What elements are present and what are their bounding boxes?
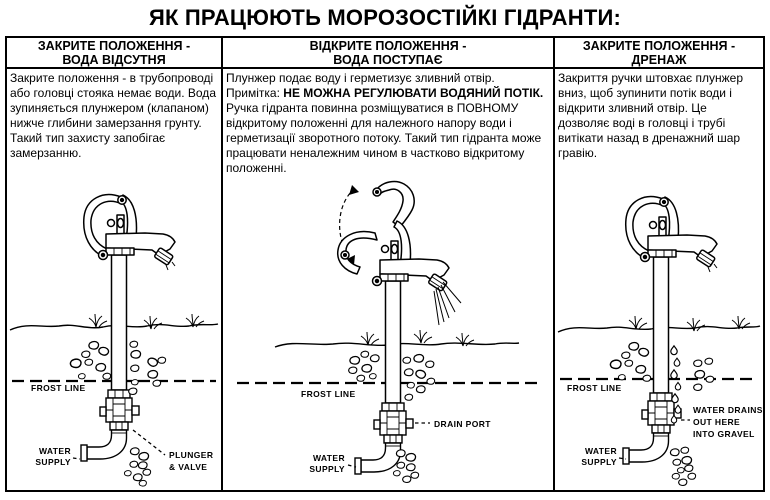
panel-3-body xyxy=(553,69,763,490)
hydrant-diagram-closed-drain xyxy=(555,160,763,490)
frost-line-label: FROST LINE xyxy=(31,383,86,393)
supply-elbow xyxy=(355,443,401,474)
hydrant-diagram-open-flowing xyxy=(223,170,553,490)
drains-label-line2: OUT HERE xyxy=(693,417,741,427)
drain-port-label: DRAIN PORT xyxy=(434,419,491,429)
arrowhead-up xyxy=(349,185,359,195)
hydrant-table xyxy=(5,36,765,492)
standpipe xyxy=(654,257,669,393)
standpipe xyxy=(112,255,127,390)
grass-tuft xyxy=(144,316,162,329)
panel-1-description: Закрите положення - в трубопроводі або головці стояка немає води. Вода зупиняється плунжером (клапаном) нижче глибини замерзання грунту. Такий тип захисту запобігає замерзанню. xyxy=(10,71,216,160)
standpipe xyxy=(386,281,401,403)
water-supply-leader xyxy=(73,458,80,459)
panel-2-text-bold-note: НЕ МОЖНА РЕГУЛЮВАТИ ВОДЯНИЙ ПОТІК. xyxy=(283,86,544,100)
panel-2-text-part1: Плунжер подає воду і герметизує зливний отвір. Примітка: xyxy=(226,71,495,100)
hydrant-head-open xyxy=(338,182,449,292)
plunger-valve-label-line1: PLUNGER xyxy=(169,450,214,460)
frost-line-label: FROST LINE xyxy=(301,389,356,399)
panel-2-description xyxy=(223,69,553,176)
drains-label-line1: WATER DRAINS xyxy=(693,405,763,415)
panel-2-header xyxy=(221,38,553,69)
panel-3-description: Закриття ручки штовхає плунжер вниз, щоб зупинити потік води і відкрити зливний отвір. Це дозволяє воді в головці і трубі витікати назад в дренажний шар гравію. xyxy=(558,71,743,160)
supply-elbow xyxy=(81,430,127,461)
grass-tuft xyxy=(629,316,647,329)
hydrant-drawing xyxy=(338,182,449,474)
plunger-valve-label-line2: & VALVE xyxy=(169,462,208,472)
panel-3-header-line1: ЗАКРИТЕ ПОЛОЖЕННЯ - xyxy=(582,38,736,53)
frost-line-label: FROST LINE xyxy=(567,383,622,393)
panel-2-body xyxy=(221,69,553,490)
grass-tuft xyxy=(414,330,432,343)
panel-2-text-part2: Ручка гідранта повинна розміщуватися в ПОВНОМУ відкритому положенні для належного напору води і герметизації зворотного потоку. Такий тип гідранта може працювати неналежним чином в частково відкритому положенні. xyxy=(226,101,542,175)
grass-tuft xyxy=(361,332,379,345)
water-supply-label-line1: WATER xyxy=(584,446,617,456)
water-supply-label-line2: SUPPLY xyxy=(35,457,71,467)
water-supply-label-line1: WATER xyxy=(312,453,345,463)
panel-1-header-line1: ЗАКРИТЕ ПОЛОЖЕННЯ - xyxy=(37,38,191,53)
panel-1-body xyxy=(7,69,221,490)
water-supply-label-line1: WATER xyxy=(38,446,71,456)
panel-1-header xyxy=(7,38,221,69)
hydrant-diagram-closed-no-water xyxy=(7,160,221,490)
hydrant-head-closed xyxy=(84,195,175,270)
supply-elbow xyxy=(623,433,669,464)
panel-1-header-line2: ВОДА ВІДСУТНЯ xyxy=(62,52,166,67)
water-supply-label-line2: SUPPLY xyxy=(581,457,617,467)
panel-2-header-line2: ВОДА ПОСТУПАЄ xyxy=(333,52,443,67)
plunger-valve xyxy=(374,403,413,443)
page-title: ЯК ПРАЦЮЮТЬ МОРОЗОСТІЙКІ ГІДРАНТИ: xyxy=(148,5,622,30)
panel-2-header-line1: ВІДКРИТЕ ПОЛОЖЕННЯ - xyxy=(309,38,467,53)
plunger-valve xyxy=(100,390,139,430)
water-supply-label-line2: SUPPLY xyxy=(309,464,345,474)
hydrant-head-closed xyxy=(626,197,717,272)
panel-3-header xyxy=(553,38,763,69)
grass-tuft xyxy=(89,314,107,327)
water-spray xyxy=(434,282,461,325)
drains-label-line3: INTO GRAVEL xyxy=(693,429,755,439)
panel-3-header-line2: ДРЕНАЖ xyxy=(631,52,687,67)
